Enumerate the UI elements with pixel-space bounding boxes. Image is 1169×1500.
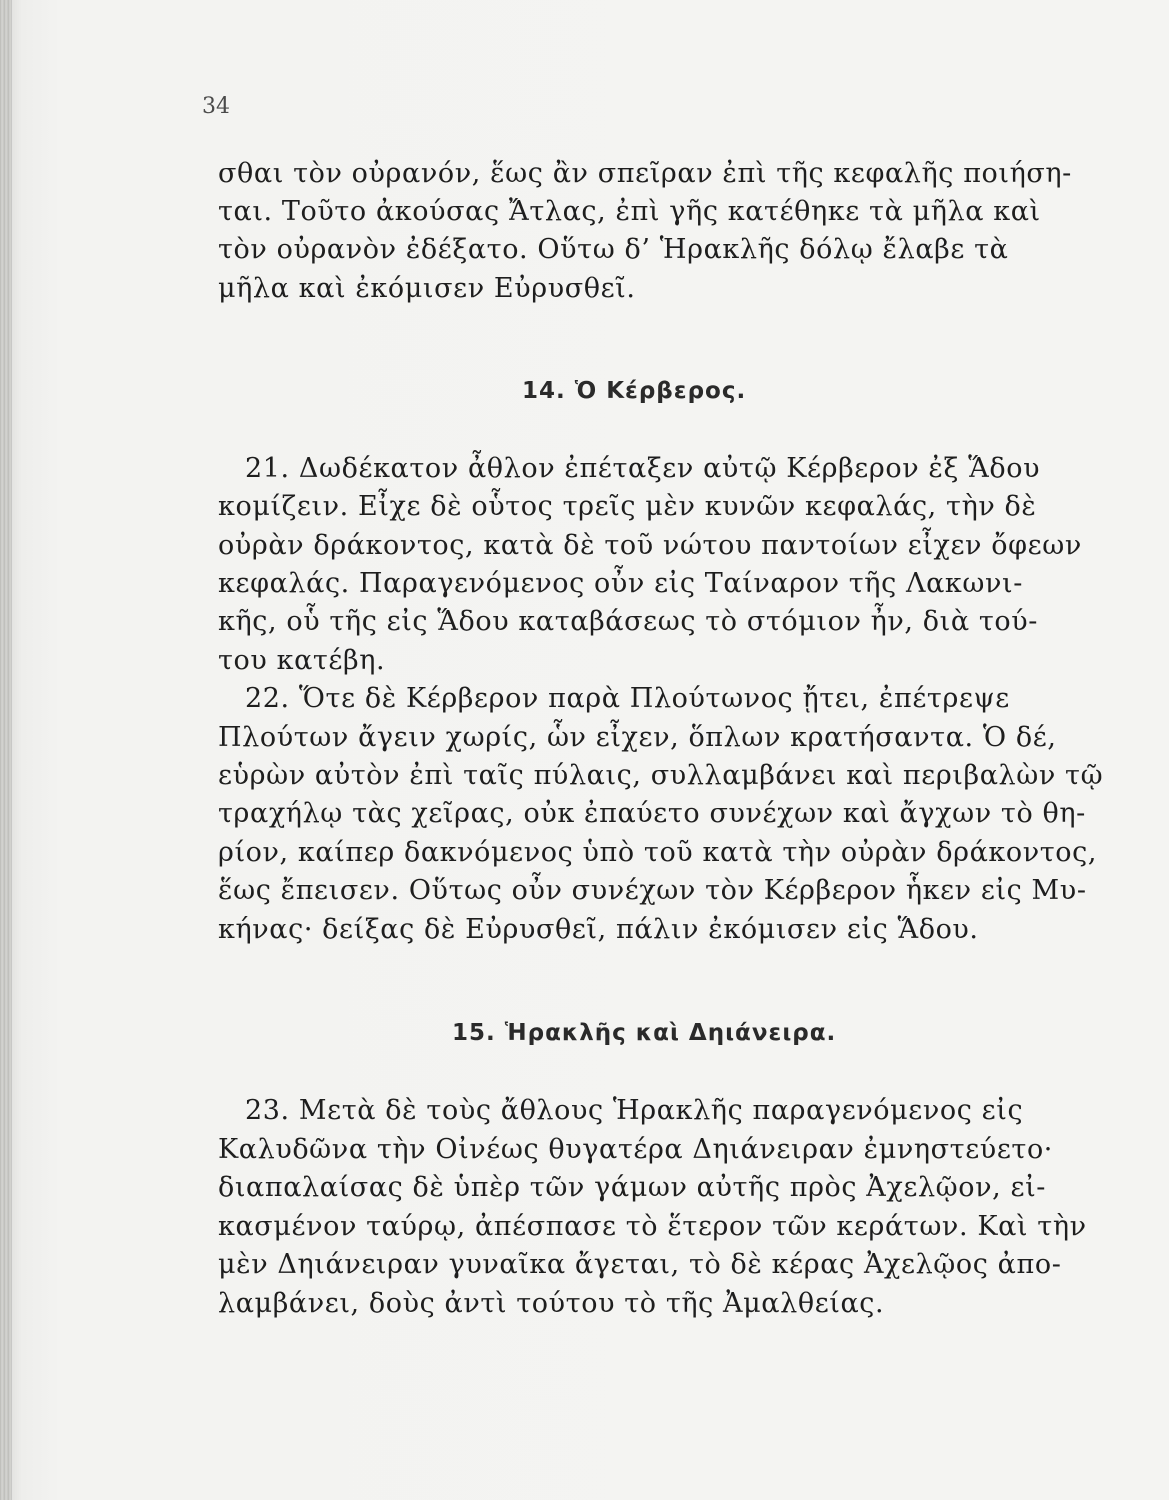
section-heading-14: 14. Ὁ Κέρβερος.: [522, 378, 747, 404]
text-line: κήνας· δείξας δὲ Εὐρυσθεῖ, πάλιν ἐκόμισεν εἰς Ἅδου.: [218, 914, 979, 945]
text-line: 23. Μετὰ δὲ τοὺς ἄθλους Ἡρακλῆς παραγενόμενος εἰς: [245, 1095, 1024, 1126]
text-line: ρίον, καίπερ δακνόμενος ὑπὸ τοῦ κατὰ τὴν οὐρὰν δράκοντος,: [218, 837, 1098, 868]
text-line: κεφαλάς. Παραγενόμενος οὖν εἰς Ταίναρον τῆς Λακωνι-: [218, 568, 1023, 599]
section-heading-15: 15. Ἡρακλῆς καὶ Δηιάνειρα.: [452, 1020, 837, 1046]
text-line: λαμβάνει, δοὺς ἀντὶ τούτου τὸ τῆς Ἀμαλθείας.: [218, 1288, 885, 1319]
text-line: Καλυδῶνα τὴν Οἰνέως θυγατέρα Δηιάνειραν ἐμνηστεύετο·: [218, 1134, 1053, 1165]
text-line: σθαι τὸν οὐρανόν, ἕως ἂν σπεῖραν ἐπὶ τῆς κεφαλῆς ποιήση-: [218, 158, 1072, 189]
text-line: του κατέβη.: [218, 645, 386, 676]
text-line: διαπαλαίσας δὲ ὑπὲρ τῶν γάμων αὐτῆς πρὸς Ἀχελῷον, εἰ-: [218, 1172, 1047, 1203]
text-line: κῆς, οὗ τῆς εἰς Ἅδου καταβάσεως τὸ στόμιον ἦν, διὰ τού-: [218, 606, 1038, 637]
text-line: ται. Τοῦτο ἀκούσας Ἄτλας, ἐπὶ γῆς κατέθηκε τὰ μῆλα καὶ: [218, 196, 1041, 227]
text-line: Πλούτων ἄγειν χωρίς, ὧν εἶχεν, ὅπλων κρατήσαντα. Ὁ δέ,: [218, 722, 1057, 753]
text-line: τραχήλῳ τὰς χεῖρας, οὐκ ἐπαύετο συνέχων καὶ ἄγχων τὸ θη-: [218, 798, 1086, 829]
text-line: οὐρὰν δράκοντος, κατὰ δὲ τοῦ νώτου παντοίων εἶχεν ὄφεων: [218, 530, 1082, 561]
text-line: μὲν Δηιάνειραν γυναῖκα ἄγεται, τὸ δὲ κέρας Ἀχελῷος ἀπο-: [218, 1249, 1062, 1280]
text-line: ἕως ἔπεισεν. Οὕτως οὖν συνέχων τὸν Κέρβερον ἧκεν εἰς Μυ-: [218, 875, 1087, 906]
page-number: 34: [202, 94, 230, 119]
text-line: 21. Δωδέκατον ἆθλον ἐπέταξεν αὐτῷ Κέρβερον ἐξ Ἅδου: [245, 453, 1041, 484]
binding-edge: [0, 0, 12, 1500]
text-line: κομίζειν. Εἶχε δὲ οὗτος τρεῖς μὲν κυνῶν κεφαλάς, τὴν δὲ: [218, 491, 1037, 522]
text-line: εὑρὼν αὐτὸν ἐπὶ ταῖς πύλαις, συλλαμβάνει καὶ περιβαλὼν τῷ: [218, 760, 1104, 791]
text-line: μῆλα καὶ ἐκόμισεν Εὐρυσθεῖ.: [218, 273, 636, 304]
text-line: κασμένον ταύρῳ, ἀπέσπασε τὸ ἕτερον τῶν κεράτων. Καὶ τὴν: [218, 1211, 1087, 1242]
text-line: τὸν οὐρανὸν ἐδέξατο. Οὕτω δ’ Ἡρακλῆς δόλῳ ἔλαβε τὰ: [218, 234, 1009, 265]
text-line: 22. Ὅτε δὲ Κέρβερον παρὰ Πλούτωνος ᾔτει, ἐπέτρεψε: [245, 683, 1010, 714]
